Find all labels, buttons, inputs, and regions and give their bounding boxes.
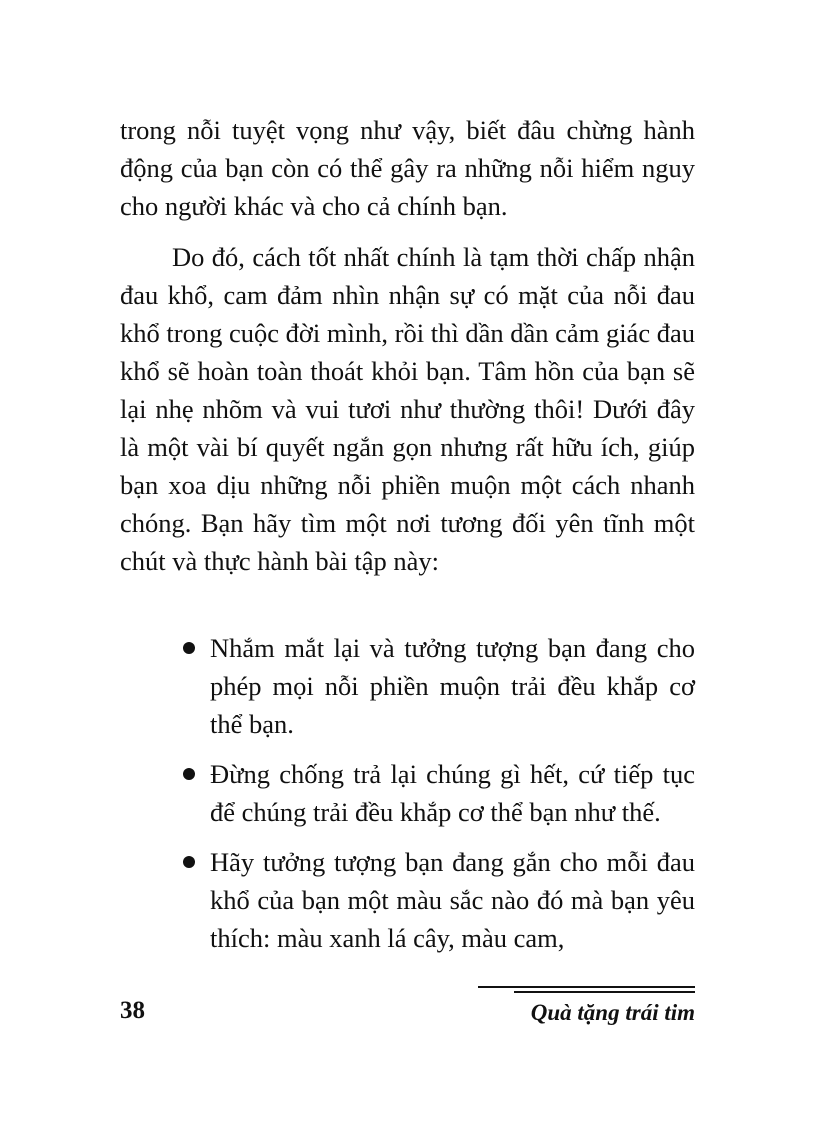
footer-rule [478, 986, 695, 994]
bullet-text: Nhắm mắt lại và tưởng tượng bạn đang cho phép mọi nỗi phiền muộn trải đều khắp cơ thể bạn. [210, 633, 695, 739]
bullet-dot-icon [183, 856, 195, 868]
body-paragraph-2: Do đó, cách tốt nhất chính là tạm thời chấp nhận đau khổ, cam đảm nhìn nhận sự có mặt của nỗi đau khổ trong cuộc đời mình, rồi thì dần dần cảm giác đau khổ sẽ hoàn toàn thoát khỏi bạn. Tâm hồn của bạn sẽ lại nhẹ nhõm và vui tươi như thường thôi! Dưới đây là một vài bí quyết ngắn gọn nhưng rất hữu ích, giúp bạn xoa dịu những nỗi phiền muộn một cách nhanh chóng. Bạn hãy tìm một nơi tương đối yên tĩnh một chút và thực hành bài tập này: [120, 242, 695, 576]
list-item [120, 629, 695, 743]
footer-rule-bottom [514, 991, 695, 993]
running-title: Quà tặng trái tim [530, 1000, 695, 1025]
footer-rule-top [478, 986, 695, 988]
body-paragraph-1: trong nỗi tuyệt vọng như vậy, biết đâu chừng hành động của bạn còn có thể gây ra những nỗi hiểm nguy cho người khác và cho cả chính bạn. [120, 115, 695, 221]
bullet-dot-icon [183, 642, 195, 654]
bullet-dot-icon [183, 768, 195, 780]
bullet-list [120, 629, 695, 969]
list-item [120, 755, 695, 831]
page-number: 38 [120, 997, 145, 1024]
bullet-text: Hãy tưởng tượng bạn đang gắn cho mỗi đau khổ của bạn một màu sắc nào đó mà bạn yêu thích: màu xanh lá cây, màu cam, [210, 847, 695, 953]
bullet-text: Đừng chống trả lại chúng gì hết, cứ tiếp tục để chúng trải đều khắp cơ thể bạn như thế. [210, 759, 695, 827]
list-item [120, 843, 695, 957]
